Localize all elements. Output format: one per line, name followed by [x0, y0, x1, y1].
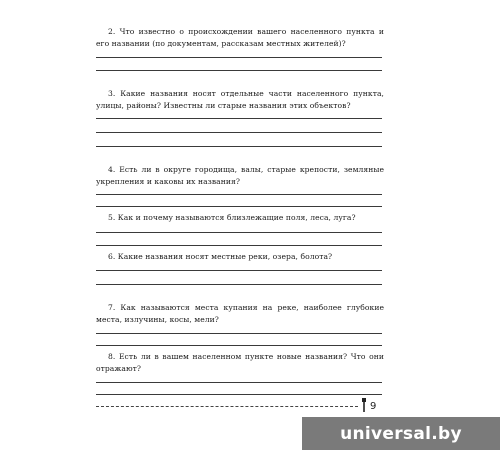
question-5: 5. Как и почему называются близлежащие поля, леса, луга?: [108, 213, 356, 222]
answer-line: [96, 232, 382, 233]
question-8: 8. Есть ли в вашем населенном пункте новые названия? Что они отражают?: [96, 352, 384, 373]
answer-line: [96, 245, 382, 246]
answer-line: [96, 270, 382, 271]
question-7: 7. Как называются места купания на реке, наиболее глубокие места, излучины, косы, мели?: [96, 303, 384, 324]
answer-line: [96, 394, 382, 395]
question-4: 4. Есть ли в округе городища, валы, старые крепости, земляные укрепления и каковы их названия?: [96, 165, 384, 186]
question-2: 2. Что известно о происхождении вашего населенного пункта и его названии (по документам, рассказам местных жителей)?: [96, 27, 384, 48]
page-number: 9: [370, 401, 377, 412]
answer-line: [96, 70, 382, 71]
footer-rule: [96, 406, 358, 407]
question-3: 3. Какие названия носят отдельные части населенного пункта, улицы, районы? Известны ли старые названия этих объектов?: [96, 89, 384, 110]
answer-line: [96, 132, 382, 133]
watermark-logo: universal.by: [302, 417, 500, 450]
answer-line: [96, 284, 382, 285]
answer-line: [96, 194, 382, 195]
answer-line: [96, 57, 382, 58]
answer-line: [96, 118, 382, 119]
answer-line: [96, 333, 382, 334]
answer-line: [96, 345, 382, 346]
answer-line: [96, 146, 382, 147]
question-6: 6. Какие названия носят местные реки, озера, болота?: [108, 252, 333, 261]
answer-line: [96, 382, 382, 383]
page-ornament-icon: [361, 398, 367, 412]
answer-line: [96, 206, 382, 207]
